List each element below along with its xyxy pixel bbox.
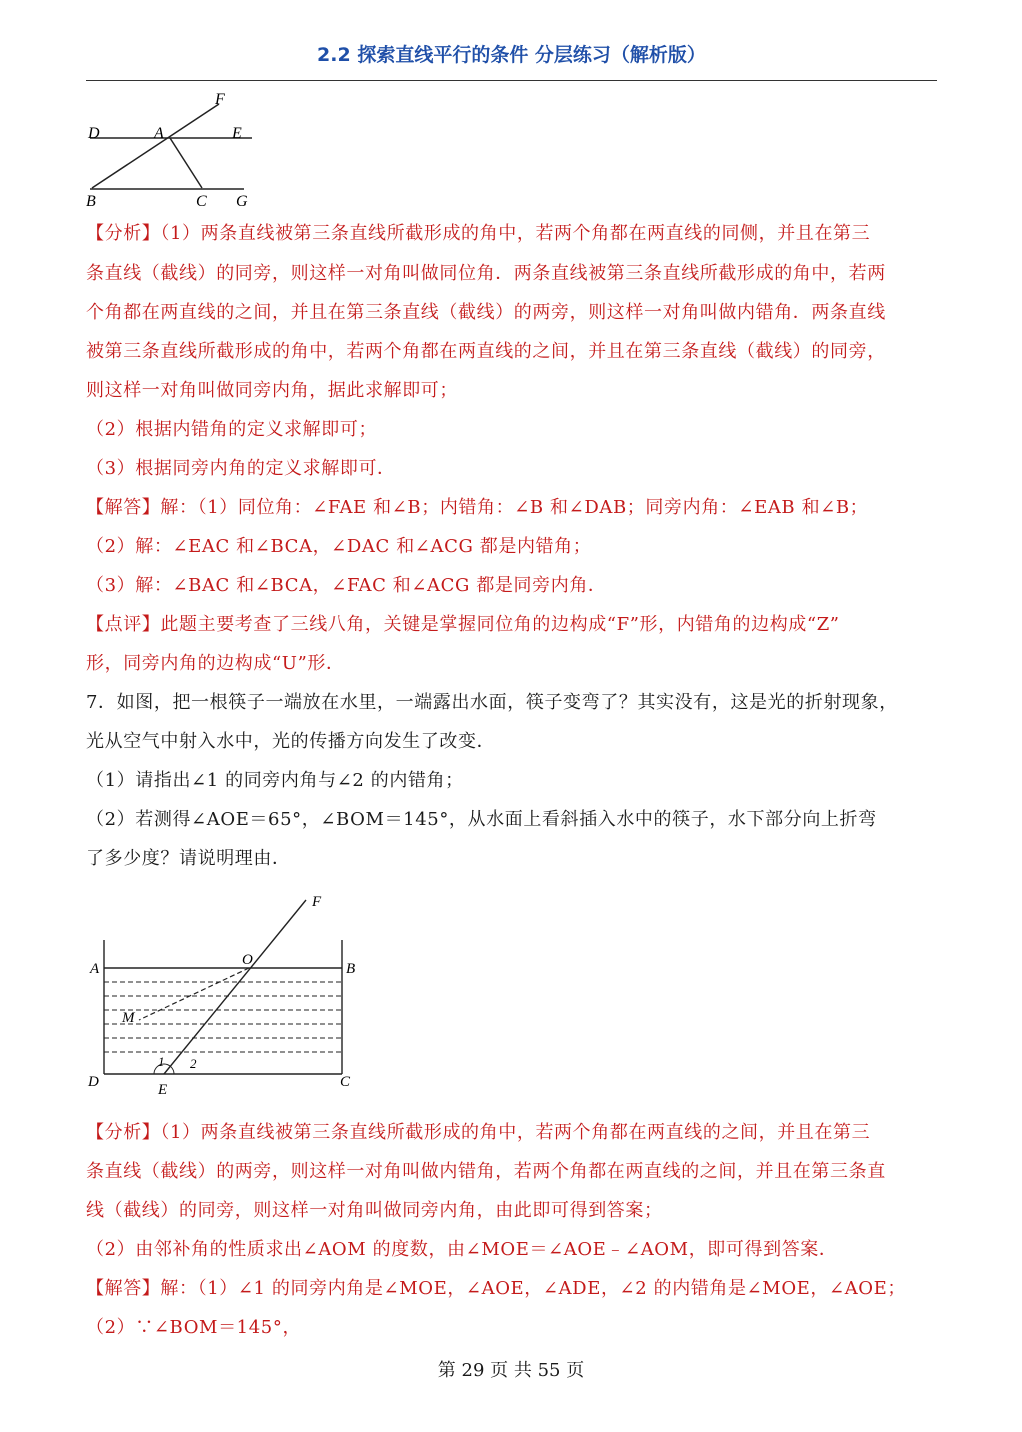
- label-A: A: [154, 125, 164, 142]
- page-footer: 第 29 页 共 55 页: [437, 1360, 585, 1381]
- text-line: （2）由邻补角的性质求出∠AOM 的度数，由∠MOE＝∠AOE﹣∠AOM，即可得到答案．: [86, 1239, 838, 1260]
- text-line: 了多少度？请说明理由．: [86, 848, 291, 869]
- label-1: 1: [158, 1054, 165, 1069]
- label-D: D: [88, 1074, 99, 1090]
- water-dashes: [104, 982, 342, 1052]
- text-line: 形，同旁内角的边构成“U”形．: [86, 653, 345, 674]
- label-G: G: [236, 193, 248, 210]
- text-line: 【解答】解：（1）∠1 的同旁内角是∠MOE，∠AOE，∠ADE，∠2 的内错角是∠MOE，∠AOE；: [86, 1278, 906, 1299]
- label-F: F: [312, 894, 322, 910]
- label-E: E: [158, 1082, 168, 1098]
- label-D: D: [88, 125, 100, 142]
- text-line: （1）请指出∠1 的同旁内角与∠2 的内错角；: [86, 770, 464, 791]
- label-2: 2: [190, 1056, 197, 1071]
- text-line: 则这样一对角叫做同旁内角，据此求解即可；: [86, 380, 458, 401]
- apparent-line-OM: [139, 968, 249, 1020]
- text-line: 被第三条直线所截形成的角中，若两个角都在两直线的之间，并且在第三条直线（截线）的同旁，: [86, 341, 886, 362]
- figure-chopstick-refraction: [84, 888, 364, 1098]
- label-A: A: [90, 961, 100, 977]
- text-line: 光从空气中射入水中，光的传播方向发生了改变．: [86, 731, 496, 752]
- text-line: 【分析】（1）两条直线被第三条直线所截形成的角中，若两个角都在两直线的同侧，并且在第三: [86, 223, 871, 244]
- header-divider: [86, 80, 937, 81]
- text-line: （2）若测得∠AOE＝65°，∠BOM＝145°，从水面上看斜插入水中的筷子，水下部分向上折弯: [86, 809, 877, 830]
- text-line: （3）解：∠BAC 和∠BCA，∠FAC 和∠ACG 都是同旁内角．: [86, 575, 607, 596]
- label-B: B: [86, 193, 96, 210]
- text-line: 【分析】（1）两条直线被第三条直线所截形成的角中，若两个角都在两直线的之间，并且在第三: [86, 1122, 871, 1143]
- line-BF: [92, 104, 219, 188]
- text-line: 线（截线）的同旁，则这样一对角叫做同旁内角，由此即可得到答案；: [86, 1200, 663, 1221]
- text-line: 条直线（截线）的同旁，则这样一对角叫做同位角．两条直线被第三条直线所截形成的角中，若两: [86, 263, 886, 284]
- label-B: B: [346, 961, 356, 977]
- label-M: M: [122, 1010, 135, 1026]
- label-C: C: [196, 193, 207, 210]
- text-line: （2）解：∠EAC 和∠BCA，∠DAC 和∠ACG 都是内错角；: [86, 536, 592, 557]
- text-line: 7．如图，把一根筷子一端放在水里，一端露出水面，筷子变弯了？其实没有，这是光的折射现象，: [86, 692, 898, 713]
- line-AC: [170, 138, 202, 188]
- label-O: O: [242, 952, 253, 968]
- text-line: 条直线（截线）的两旁，则这样一对角叫做内错角，若两个角都在两直线的之间，并且在第三条直: [86, 1161, 886, 1182]
- label-F: F: [215, 91, 225, 108]
- figure-parallel-lines-1: [84, 88, 264, 213]
- chopstick-line-EF: [164, 900, 306, 1074]
- label-C: C: [340, 1074, 351, 1090]
- label-E: E: [232, 125, 242, 142]
- text-line: 【解答】解：（1）同位角：∠FAE 和∠B；内错角：∠B 和∠DAB；同旁内角：∠EAB 和∠B；: [86, 497, 869, 518]
- text-line: 【点评】此题主要考查了三线八角，关键是掌握同位角的边构成“F”形，内错角的边构成“Z”: [86, 614, 840, 635]
- text-line: 个角都在两直线的之间，并且在第三条直线（截线）的两旁，则这样一对角叫做内错角．两条直线: [86, 302, 886, 323]
- text-line: （3）根据同旁内角的定义求解即可．: [86, 458, 396, 479]
- text-line: （2）∵∠BOM＝145°，: [86, 1317, 302, 1338]
- text-line: （2）根据内错角的定义求解即可；: [86, 419, 378, 440]
- page-header-title: 2.2 探索直线平行的条件 分层练习（解析版）: [317, 44, 706, 66]
